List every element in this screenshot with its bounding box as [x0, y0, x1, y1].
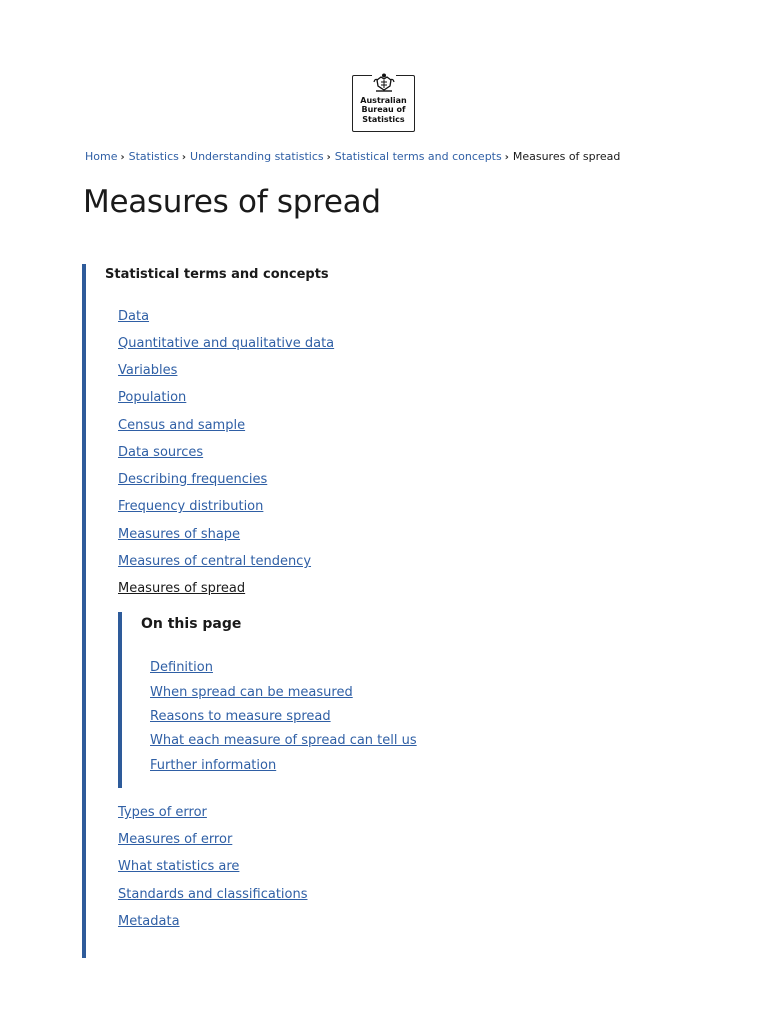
nav-item-standards-and-classifications[interactable]: Standards and classifications — [118, 887, 308, 902]
breadcrumb-current: Measures of spread — [512, 150, 621, 163]
nav-item-census-and-sample[interactable]: Census and sample — [118, 418, 246, 433]
section-navigation — [82, 264, 586, 958]
nav-item-describing-frequencies[interactable]: Describing frequencies — [118, 472, 268, 487]
abs-logo[interactable] — [352, 75, 415, 132]
nav-item-metadata[interactable]: Metadata — [118, 914, 180, 929]
logo-line-3: Statistics — [362, 114, 405, 124]
nav-item-data[interactable]: Data — [118, 309, 150, 324]
breadcrumb-home[interactable]: Home — [85, 150, 118, 163]
nav-item-variables[interactable]: Variables — [118, 363, 178, 378]
on-this-page-heading: On this page — [141, 616, 242, 632]
nav-item-population[interactable]: Population — [118, 390, 187, 405]
coat-of-arms-icon — [372, 72, 396, 94]
anchor-when-spread-can-be-measured[interactable]: When spread can be measured — [150, 685, 353, 700]
nav-item-what-statistics-are[interactable]: What statistics are — [118, 859, 240, 874]
anchor-definition[interactable]: Definition — [150, 660, 213, 675]
logo-wordmark — [353, 96, 414, 124]
logo-line-2: Bureau of — [361, 105, 406, 115]
nav-item-quantitative-qualitative-data[interactable]: Quantitative and qualitative data — [118, 336, 335, 351]
logo-line-1: Australian — [360, 96, 407, 105]
nav-item-measures-of-central-tendency[interactable]: Measures of central tendency — [118, 554, 312, 569]
anchor-reasons-to-measure-spread[interactable]: Reasons to measure spread — [150, 709, 331, 724]
chevron-right-icon: › — [504, 152, 509, 163]
chevron-right-icon: › — [120, 152, 125, 163]
nav-item-measures-of-shape[interactable]: Measures of shape — [118, 527, 241, 542]
nav-item-frequency-distribution[interactable]: Frequency distribution — [118, 499, 264, 514]
breadcrumb-statistical-terms[interactable]: Statistical terms and concepts — [334, 150, 502, 163]
breadcrumb — [85, 150, 620, 165]
chevron-right-icon: › — [181, 152, 187, 163]
nav-item-measures-of-error[interactable]: Measures of error — [118, 832, 233, 847]
breadcrumb-understanding-statistics[interactable]: Understanding statistics — [190, 150, 324, 163]
anchor-further-information[interactable]: Further information — [150, 758, 277, 773]
nav-item-measures-of-spread[interactable]: Measures of spread — [118, 581, 246, 596]
anchor-what-each-measure-can-tell-us[interactable]: What each measure of spread can tell us — [150, 733, 417, 748]
nav-item-data-sources[interactable]: Data sources — [118, 445, 204, 460]
nav-item-types-of-error[interactable]: Types of error — [118, 805, 207, 820]
on-this-page — [118, 612, 452, 788]
page-title: Measures of spread — [83, 184, 381, 220]
breadcrumb-statistics[interactable]: Statistics — [128, 150, 179, 163]
section-nav-heading: Statistical terms and concepts — [105, 267, 329, 282]
chevron-right-icon: › — [326, 152, 331, 163]
